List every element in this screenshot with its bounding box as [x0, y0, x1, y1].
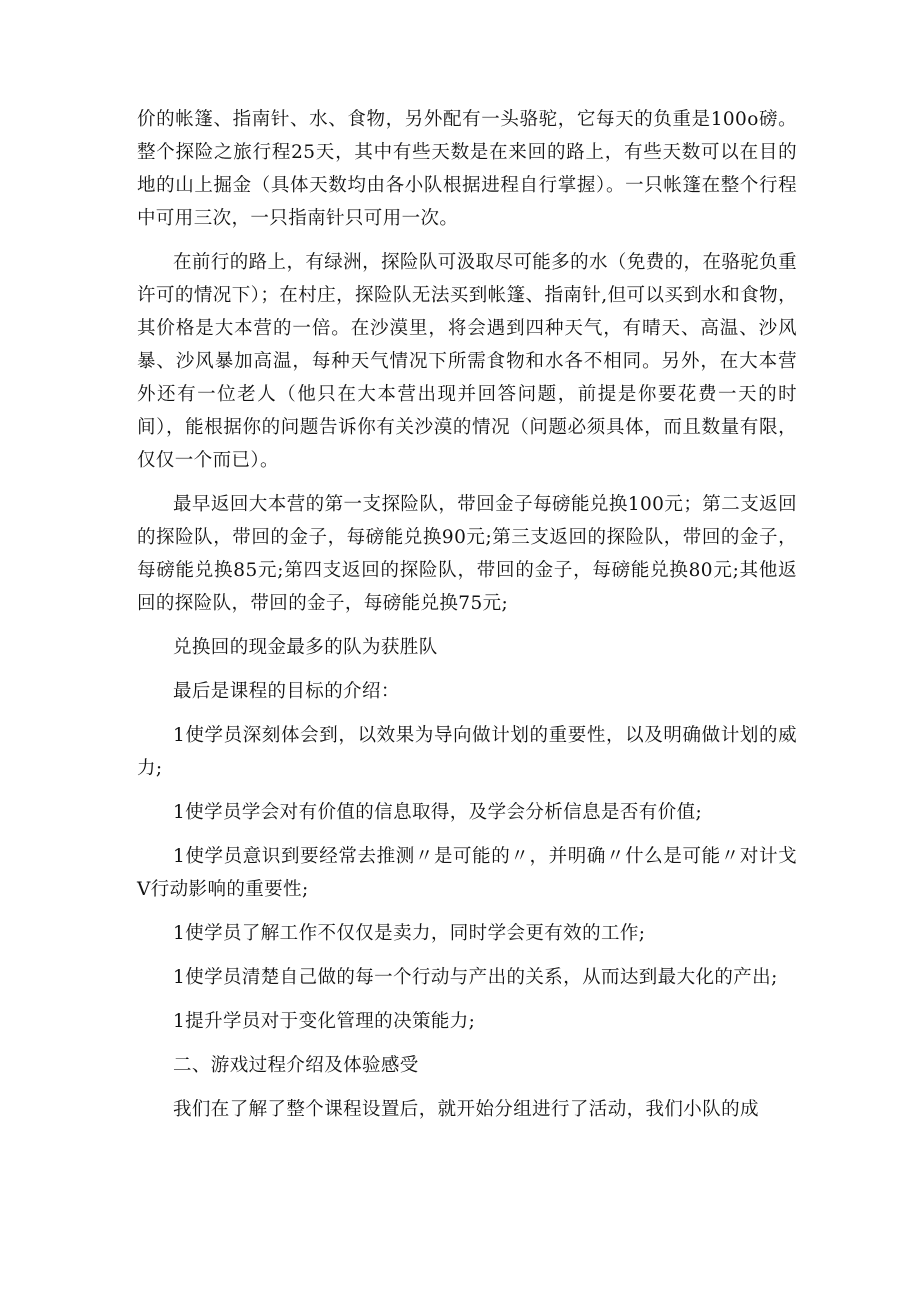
goal-item: 1使学员意识到要经常去推测〃是可能的〃，并明确〃什么是可能〃对计戈V行动影响的重要性;: [137, 846, 797, 900]
goal-item: 1使学员学会对有价值的信息取得，及学会分析信息是否有价值;: [173, 802, 703, 823]
paragraph-process-start: 我们在了解了整个课程设置后，就开始分组进行了活动，我们小队的成: [173, 1099, 759, 1120]
paragraph-gold-exchange: 最早返回大本营的第一支探险队，带回金子每磅能兑换100元；第二支返回的探险队，带回的金子，每磅能兑换90元;第三支返回的探险队，带回的金子，每磅能兑换85元;第四支返回的探险队，带回的金子，每磅能兑换80元;其他返回的探险队，带回的金子，每磅能兑换75元;: [137, 494, 797, 614]
section-heading: 二、游戏过程介绍及体验感受: [173, 1055, 419, 1076]
document-body: [137, 103, 797, 1137]
goal-item: 1提升学员对于变化管理的决策能力;: [173, 1011, 476, 1032]
goal-item: 1使学员深刻体会到，以效果为导向做计划的重要性，以及明确做计划的威力;: [137, 725, 797, 779]
goal-item: 1使学员了解工作不仅仅是卖力，同时学会更有效的工作;: [173, 923, 646, 944]
paragraph-equipment: 价的帐篷、指南针、水、食物，另外配有一头骆驼，它每天的负重是100o磅。整个探险之旅行程25天，其中有些天数是在来回的路上，有些天数可以在目的地的山上掘金（具体天数均由各小队根据进程自行掌握）。一只帐篷在整个行程中可用三次，一只指南针只可用一次。: [137, 109, 797, 229]
paragraph-goals-intro: 最后是课程的目标的介绍：: [173, 681, 400, 702]
paragraph-route-rules: 在前行的路上，有绿洲，探险队可汲取尽可能多的水（免费的，在骆驼负重许可的情况下）；在村庄，探险队无法买到帐篷、指南针,但可以买到水和食物，其价格是大本营的一倍。在沙漠里，将会遇到四种天气，有晴天、高温、沙风暴、沙风暴加高温，每种天气情况下所需食物和水各不相同。另外，在大本营外还有一位老人（他只在大本营出现并回答问题，前提是你要花费一天的时间），能根据你的问题告诉你有关沙漠的情况（问题必须具体，而且数量有限，仅仅一个而已）。: [137, 252, 797, 471]
paragraph-winner-rule: 兑换回的现金最多的队为获胜队: [173, 637, 438, 658]
goal-item: 1使学员清楚自己做的每一个行动与产出的关系，从而达到最大化的产出;: [173, 967, 778, 988]
